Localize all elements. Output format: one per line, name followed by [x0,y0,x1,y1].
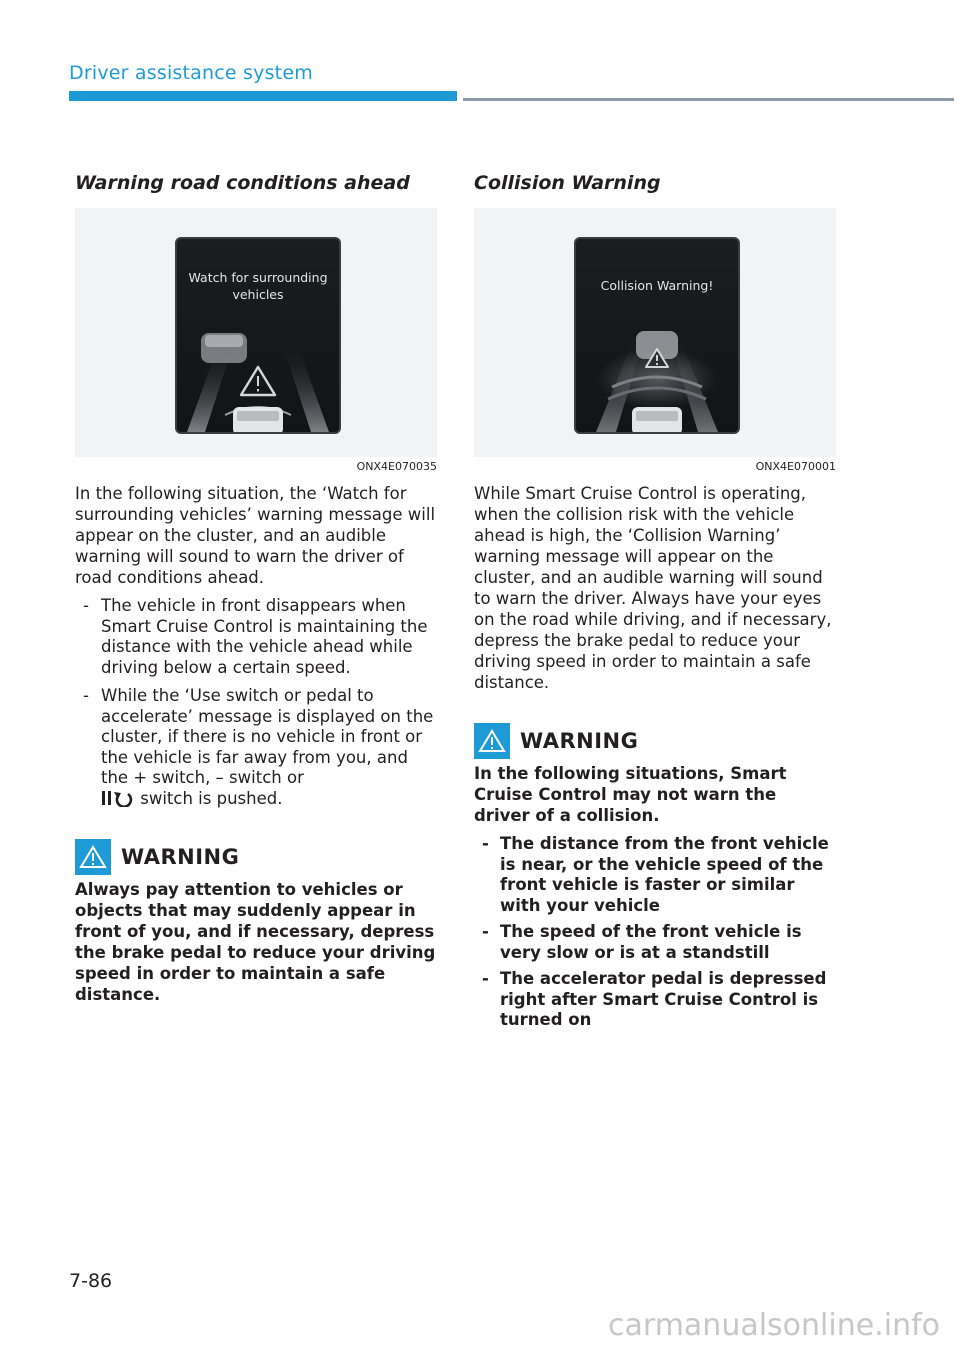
page-number: 7-86 [69,1270,113,1292]
figure-watch-vehicles [75,208,437,457]
header-rule [463,98,954,101]
warning-icon [75,839,111,875]
warning-text: Always pay attention to vehicles or objects that may suddenly appear in front of you, and if necessary, depress the brake pedal to reduce your driving speed in order to maintain a safe distance. [75,880,436,1004]
watermark: carmanualsonline.info [608,1308,940,1343]
section-title-road-conditions: Warning road conditions ahead [75,172,410,194]
cluster-screen [175,237,341,434]
condition-list [75,596,437,809]
list-item: - The speed of the front vehicle is very slow or is at a standstill [482,922,802,962]
figure-code: ONX4E070035 [356,460,437,473]
section-title-collision: Collision Warning [474,172,661,194]
list-item: - While the ‘Use switch or pedal to accelerate’ message is displayed on the cluster, if there is no vehicle in front or the vehicle is far away from you, and the + switch, – switch or switch is pushed. [83,686,434,808]
warning-header [474,723,836,759]
screen-message-line1: Watch for surrounding [188,270,328,285]
warning-list [474,834,836,1031]
warning-icon [474,723,510,759]
cluster-screen [574,237,740,434]
warning-intro: In the following situations, Smart Cruise Control may not warn the driver of a collision. [474,764,787,825]
list-item: - The distance from the front vehicle is near, or the vehicle speed of the front vehicle is faster or similar with your vehicle [482,834,829,915]
warning-label: WARNING [121,845,240,869]
road-scene-illustration [177,239,339,432]
warning-header [75,839,437,875]
left-column [75,172,437,1005]
figure-code: ONX4E070001 [755,460,836,473]
header-title: Driver assistance system [69,62,313,84]
header-accent-bar [69,91,457,101]
list-item: - The accelerator pedal is depressed right after Smart Cruise Control is turned on [482,969,827,1029]
figure-collision-warning [474,208,836,457]
screen-message-line2: vehicles [232,287,284,302]
resume-switch-icon [101,789,135,807]
warning-label: WARNING [520,729,639,753]
intro-paragraph: In the following situation, the ‘Watch for surrounding vehicles’ warning message will appear on the cluster, and an audible warning will sound to warn the driver of road conditions ahead. [75,484,436,587]
list-item: - The vehicle in front disappears when Smart Cruise Control is maintaining the distance with the vehicle ahead while driving below a certain speed. [83,596,428,677]
screen-message-line1: Collision Warning! [600,278,714,293]
right-column [474,172,836,1037]
collision-scene-illustration [576,239,738,432]
collision-paragraph: While Smart Cruise Control is operating, when the collision risk with the vehicle ahead is high, the ‘Collision Warning’ warning message will appear on the cluster, and an audible warning will sound to warn the driver. Always have your eyes on the road while driving, and if necessary, depress the brake pedal to reduce your driving speed in order to maintain a safe distance. [474,484,832,692]
